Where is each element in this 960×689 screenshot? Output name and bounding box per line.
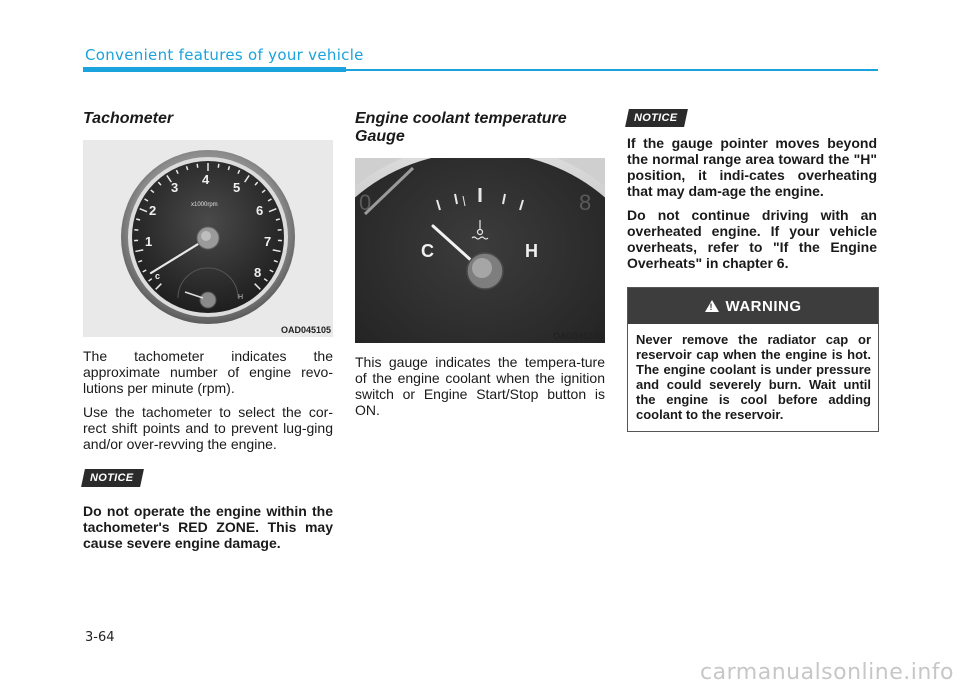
notice-paragraph-1: If the gauge pointer moves beyond the normal range area toward the "H" position, it indi-cates overheating that may dam-age the engine. [627, 135, 877, 199]
coolant-gauge-illustration [355, 158, 605, 343]
tach-number-1: 1 [145, 234, 153, 249]
tach-number-5: 5 [233, 180, 241, 195]
notice-label: NOTICE [634, 112, 678, 124]
coolant-figure [355, 158, 605, 343]
coolant-paragraph-1: This gauge indicates the tempera-ture of the engine coolant when the ignition switch or Engine Start/Stop button is ON. [355, 354, 605, 418]
gauge-hot-label: H [525, 241, 538, 261]
figure-code: OAD045105 [280, 325, 331, 335]
column-tachometer [83, 108, 333, 551]
watermark: carmanualsonline.info [700, 660, 954, 685]
svg-text:H: H [238, 294, 244, 301]
tach-number-3: 3 [171, 180, 179, 195]
svg-text:c: c [155, 271, 161, 281]
warning-box [627, 287, 879, 432]
column-coolant [355, 108, 605, 418]
column-notice-warning [627, 108, 877, 432]
svg-text:0: 0 [359, 190, 372, 215]
page-number: 3-64 [85, 630, 115, 645]
tach-number-4: 4 [202, 172, 210, 187]
tach-number-8: 8 [254, 265, 262, 280]
gauge-cold-label: C [421, 241, 434, 261]
notice-badge [625, 109, 688, 127]
tach-number-7: 7 [264, 234, 272, 249]
notice-badge [81, 469, 144, 487]
figure-code: OAD045106 [552, 331, 603, 341]
tach-tick [136, 219, 140, 220]
section-header: Convenient features of your vehicle [85, 46, 364, 64]
svg-text:8: 8 [579, 190, 592, 215]
notice-paragraph-2: Do not continue driving with an overheated engine. If your vehicle overheats, refer to "If the Engine Overheats" in chapter 6. [627, 207, 877, 271]
tachometer-figure [83, 140, 333, 337]
tachometer-paragraph-2: Use the tachometer to select the cor-rect shift points and to prevent lug-ging and/or over-revving the engine. [83, 404, 333, 452]
tach-tick [218, 164, 219, 168]
notice-text: Do not operate the engine within the tachometer's RED ZONE. This may cause severe engine damage. [83, 503, 333, 551]
tach-unit-label: x1000rpm [191, 202, 218, 208]
tachometer-title: Tachometer [83, 110, 174, 127]
notice-badge-wrap [627, 108, 877, 127]
tach-number-6: 6 [256, 203, 264, 218]
tachometer-illustration [83, 140, 333, 337]
warning-header [628, 288, 878, 324]
tach-tick [276, 219, 280, 220]
tach-number-2: 2 [149, 203, 157, 218]
tach-tick [197, 164, 198, 168]
warning-triangle-icon [705, 300, 719, 312]
warning-text: Never remove the radiator cap or reservoir cap when the engine is hot. The engine coolant is under pressure and could severely burn. Wait until the engine is cool before adding coolant to the reservoir. [636, 332, 871, 422]
warning-label: WARNING [725, 297, 802, 315]
notice-badge-wrap [83, 468, 333, 487]
header-rule [346, 69, 878, 71]
coolant-title: Engine coolant temperature Gauge [355, 110, 567, 145]
header-bar [83, 67, 346, 72]
tachometer-paragraph-1: The tachometer indicates the approximate number of engine revo-lutions per minute (rpm). [83, 348, 333, 396]
notice-label: NOTICE [90, 472, 134, 484]
